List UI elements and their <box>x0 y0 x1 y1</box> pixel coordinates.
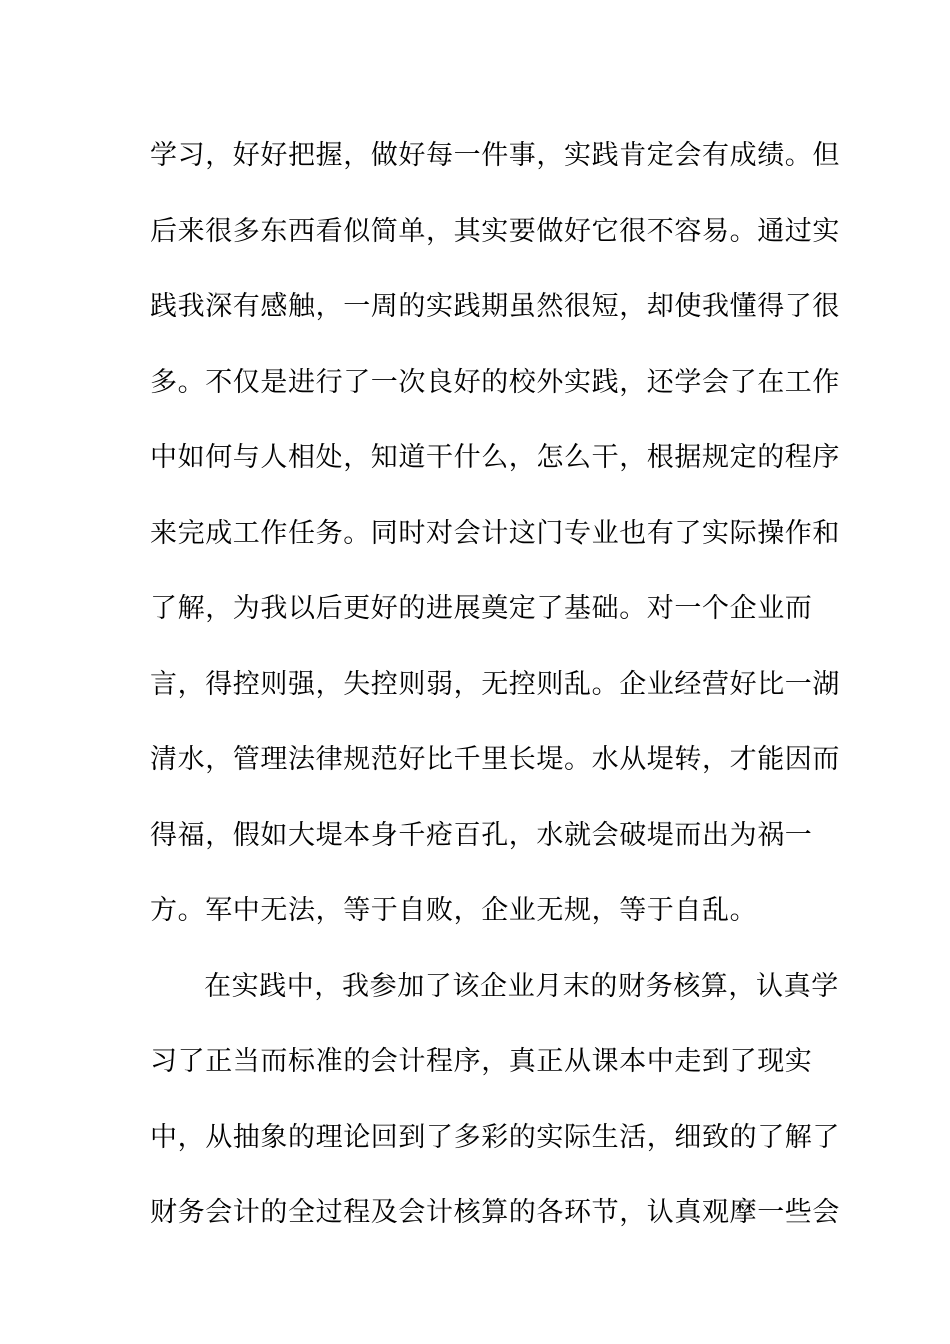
text-line: 言，得控则强，失控则弱，无控则乱。企业经营好比一湖 <box>150 668 840 700</box>
text-line: 后来很多东西看似简单，其实要做好它很不容易。通过实 <box>150 215 840 247</box>
paragraph-start-line: 在实践中，我参加了该企业月末的财务核算，认真学 <box>204 970 839 1002</box>
text-line: 财务会计的全过程及会计核算的各环节，认真观摩一些会 <box>150 1197 840 1228</box>
text-line: 学习，好好把握，做好每一件事，实践肯定会有成绩。但 <box>150 140 840 171</box>
text-line: 得福，假如大堤本身千疮百孔，水就会破堤而出为祸一 <box>150 819 813 851</box>
text-line: 多。不仅是进行了一次良好的校外实践，还学会了在工作 <box>150 366 840 398</box>
text-line: 习了正当而标准的会计程序，真正从课本中走到了现实 <box>150 1046 813 1077</box>
text-line: 践我深有感触，一周的实践期虽然很短，却使我懂得了很 <box>150 291 840 322</box>
text-line: 来完成工作任务。同时对会计这门专业也有了实际操作和 <box>150 517 840 549</box>
text-line: 中，从抽象的理论回到了多彩的实际生活，细致的了解了 <box>150 1121 840 1153</box>
body-text <box>150 130 840 1263</box>
text-line: 清水，管理法律规范好比千里长堤。水从堤转，才能因而 <box>150 744 840 775</box>
text-line: 中如何与人相处，知道干什么，怎么干，根据规定的程序 <box>150 442 840 473</box>
text-line: 方。军中无法，等于自败，企业无规，等于自乱。 <box>150 895 758 926</box>
text-line: 了解，为我以后更好的进展奠定了基础。对一个企业而 <box>150 593 813 624</box>
